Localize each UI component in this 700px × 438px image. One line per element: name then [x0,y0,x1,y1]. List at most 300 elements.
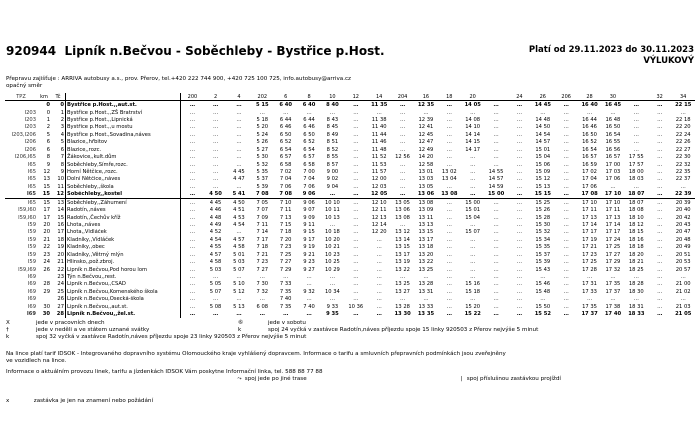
departure-time: … [563,146,569,153]
departure-time: 7 09 [256,214,269,221]
departure-time: … [563,288,569,295]
departure-time: 16 56 [605,146,621,153]
departure-time: … [446,311,452,318]
departure-time: … [493,222,499,228]
departure-time: … [181,139,204,146]
stop-km: 26 [43,266,50,273]
timetable-row [5,168,695,175]
departure-time: … [610,273,616,280]
departure-time: 12 00 [371,176,387,183]
departure-time: … [399,183,406,190]
stop-name: Hlinsko,,pož.zbroj. [66,258,181,265]
departure-time: 18 20 [628,251,644,258]
timetable-row [5,101,695,109]
departure-time: … [586,273,593,280]
departure-time: … [344,191,367,199]
note-other-route: spoj jede po jiné trase [244,376,307,382]
departure-time: … [493,199,499,206]
departure-time: 6 58 [303,161,315,168]
departure-time: 20 51 [675,251,691,258]
departure-time: … [493,251,499,258]
departure-time: … [446,102,452,109]
departure-time: … [563,161,569,168]
departure-time: … [657,109,663,116]
departure-time: 16 46 [582,124,597,131]
departure-time: 7 05 [256,199,269,206]
departure-time: … [493,102,499,109]
departure-time: … [540,109,546,116]
departure-time: 7 25 [279,251,292,258]
stop-name: Soběchleby,,škola [66,183,181,190]
departure-time: … [353,199,359,206]
departure-time: … [657,161,663,168]
departure-time: … [657,251,663,258]
departure-time: … [353,139,359,146]
departure-time: … [633,183,639,190]
departure-time: 18 12 [628,222,644,228]
stop-number: 10 [57,176,64,183]
departure-time: 15 25 [535,199,551,206]
stop-zone: I65 [27,168,36,175]
departure-time: 9 11 [303,222,315,228]
departure-time: 17 25 [582,259,597,266]
departure-time: … [329,273,336,280]
departure-time: 17 14 [605,222,621,228]
departure-time: … [236,273,242,280]
departure-time: … [516,288,523,295]
departure-time: … [181,176,204,183]
departure-time: … [376,273,382,280]
departure-time: … [470,109,476,116]
departure-time: … [181,296,204,303]
departure-time: … [353,288,359,295]
departure-time: … [563,251,569,258]
departure-time: 14 59 [488,183,504,190]
departure-time: 4 49 [209,222,222,228]
trip-number: 206 [555,93,578,101]
departure-time: 21 00 [675,281,691,288]
departure-time: 16 55 [605,139,621,146]
departure-time: … [353,102,359,109]
departure-time: 18 16 [628,236,644,243]
departure-time: … [516,273,523,280]
departure-time: 17 33 [582,288,597,295]
departure-time: … [516,236,523,243]
departure-time: … [212,117,219,124]
departure-time: … [329,222,336,228]
departure-time: … [181,266,204,273]
departure-time: 17 35 [582,303,597,310]
trip-number: 204 [391,93,414,101]
stop-number: 24 [57,281,64,288]
stop-zone: I203 [24,117,36,124]
departure-time: 7 06 [303,183,315,190]
stop-name: Bystřice p.Host.,,u mostu [66,124,181,131]
departure-time: 21 02 [675,288,691,295]
departure-time: 7 07 [256,207,269,214]
departure-time: 13 20 [418,251,434,258]
departure-time: … [657,273,663,280]
departure-time: 8 45 [326,124,339,131]
departure-time: 17 55 [628,154,644,161]
departure-time: … [399,296,406,303]
trip-number: 8 [297,93,320,101]
departure-time: 15 06 [535,161,551,168]
departure-time: 6 52 [279,139,292,146]
departure-time: … [212,311,219,318]
departure-time: … [563,273,569,280]
stop-number: 23 [57,273,64,280]
stop-km: 17 [43,214,50,221]
departure-time: 18 08 [628,207,644,214]
departure-time: 16 54 [605,131,621,138]
departure-time: 8 40 [326,102,339,109]
departure-time: 17 25 [605,244,621,251]
stop-name: Lipník n.Bečvou,Komenského škola [66,288,181,295]
stop-number: 3 [60,124,64,131]
line-title [6,44,385,58]
departure-time: … [353,117,359,124]
departure-time: 15 28 [535,214,551,221]
departure-time: 17 17 [582,229,597,236]
timetable-row [5,176,695,183]
departure-time: 11 44 [371,131,387,138]
stop-number: 22 [57,266,64,273]
departure-time: … [212,154,219,161]
departure-time: … [181,244,204,251]
departure-time: 15 26 [535,207,551,214]
departure-time: 15 39 [535,259,551,266]
departure-time: 9 02 [326,176,339,183]
departure-time: … [633,102,639,109]
departure-time: … [376,303,382,310]
departure-time: 22 26 [675,139,691,146]
departure-time: … [563,176,569,183]
departure-time: … [446,266,452,273]
departure-time: … [586,109,593,116]
departure-time: … [516,146,523,153]
departure-time: … [657,222,663,228]
departure-time: 4 47 [233,176,245,183]
departure-time: 16 45 [604,102,622,109]
departure-time: … [353,183,359,190]
departure-time: 15 12 [535,176,551,183]
timetable-row [5,161,695,168]
stop-zone [5,101,37,109]
departure-time: 14 48 [535,117,551,124]
departure-time: 11 35 [371,102,388,109]
stop-zone: I59 [27,222,36,228]
stop-zone: I203 [24,109,36,116]
departure-time: … [540,273,546,280]
legend [6,320,694,341]
departure-time: … [516,229,523,236]
departure-time: 13 18 [418,244,434,251]
departure-time: … [563,259,569,266]
departure-time: … [516,102,523,109]
departure-time: … [446,303,452,310]
departure-time: 13 17 [395,251,410,258]
departure-time: 6 08 [256,303,269,310]
departure-time: 13 35 [417,311,435,318]
departure-time: 5 08 [209,303,222,310]
departure-time: 7 08 [251,191,274,199]
departure-time: … [470,296,476,303]
departure-time: 7 11 [256,222,269,228]
departure-time: 20 39 [675,199,691,206]
departure-time: 7 21 [256,251,269,258]
note-vehicles: ve vozidlech na lince. [6,358,67,364]
stop-name: Kladníky,,Větrný mlýn [66,251,181,258]
departure-time: 6 50 [279,131,292,138]
stop-name: Lipník n.Bečvou,,ČSAD [66,281,181,288]
trip-number: 18 [438,93,461,101]
departure-time: 18 18 [628,244,644,251]
departure-time: … [446,296,452,303]
departure-time: … [657,288,663,295]
departure-time: … [648,191,671,199]
departure-time: 18 30 [628,288,644,295]
departure-time: 13 12 [395,229,410,236]
departure-time: 12 49 [418,146,434,153]
departure-time: 16 40 [581,102,598,109]
trip-number: 4 [227,93,250,101]
departure-time: 17 28 [582,266,597,273]
departure-time: … [493,281,499,288]
departure-time: … [516,296,523,303]
route-name: Lipník n.Bečvou - Soběchleby - Bystřice p.Host. [64,44,385,58]
departure-time: 15 13 [535,183,551,190]
departure-time: 7 02 [279,168,292,175]
stop-number: 1 [60,109,64,116]
departure-time: 7 18 [256,244,269,251]
departure-time: … [516,124,523,131]
departure-time: 7 18 [279,229,292,236]
departure-time: … [181,168,204,175]
departure-time: 12 56 [395,154,410,161]
departure-time: 14 20 [418,154,434,161]
departure-time: … [181,288,204,295]
timetable-row [5,266,695,273]
departure-time: 5 41 [227,191,250,199]
departure-time: 10 36 [348,303,364,310]
departure-time: 21 03 [675,303,691,310]
departure-time: 13 01 [418,168,434,175]
stop-zone: I206 [24,139,36,146]
departure-time: 5 03 [233,259,245,266]
stop-zone: I59 [27,259,36,266]
departure-time: … [181,310,204,318]
departure-time: 17 06 [582,183,597,190]
departure-time: … [306,109,312,116]
departure-time: … [657,296,663,303]
departure-time: 4 57 [209,251,222,258]
departure-time: … [306,273,312,280]
departure-time: 13 28 [395,303,410,310]
departure-time: 17 27 [605,251,621,258]
carrier-info [6,76,351,90]
departure-time: … [236,183,242,190]
departure-time: 7 04 [303,176,315,183]
stop-km: 22 [43,244,50,251]
departure-time: 18 07 [628,199,644,206]
departure-time: … [516,207,523,214]
departure-time: 7 29 [279,266,292,273]
departure-time: 5 32 [256,161,269,168]
stop-name: Bystřice p.Host.,,ZŠ Bratrství [66,109,181,116]
trip-number [625,93,648,101]
departure-time: 20 53 [675,259,691,266]
departure-time: … [236,102,242,109]
stop-km: 1 [46,117,50,124]
departure-time: … [516,139,523,146]
departure-time: … [376,109,382,116]
departure-time: … [563,207,569,214]
stop-name: Blazice,,rozc. [66,146,181,153]
departure-time: … [446,273,452,280]
departure-time: 20 43 [675,222,691,228]
departure-time: 17 10 [582,199,597,206]
departure-time: 4 58 [209,259,222,266]
departure-time: 15 46 [535,281,551,288]
departure-time: 6 54 [303,146,315,153]
stop-zone: I65 [27,199,36,206]
departure-time: … [353,124,359,131]
departure-time: … [399,102,406,109]
departure-time: 5 24 [256,131,269,138]
stop-number: 26 [57,296,64,303]
departure-time: … [446,124,452,131]
note-pass-through: spoj příslušnou zastávkou projíždí [466,376,561,382]
departure-time: 13 14 [395,236,410,243]
stop-number: 6 [60,146,64,153]
departure-time: 4 48 [209,214,222,221]
departure-time: … [353,259,359,266]
departure-time: … [212,168,219,175]
departure-time: 6 54 [279,146,292,153]
departure-time: … [353,154,359,161]
departure-time: 7 10 [279,199,292,206]
departure-time: 7 17 [256,236,269,243]
departure-time: 17 13 [582,214,597,221]
departure-time: 13 15 [418,229,434,236]
departure-time: 15 37 [535,251,551,258]
departure-time: 15 09 [535,168,551,175]
departure-time: 21 05 [675,311,692,318]
departure-time: … [493,296,499,303]
departure-time: 17 00 [605,161,621,168]
departure-time: … [446,109,452,116]
departure-time: … [353,273,359,280]
departure-time: … [181,109,204,116]
departure-time: 17 37 [581,311,598,318]
departure-time: … [657,183,663,190]
departure-time: … [181,131,204,138]
departure-time: 18 00 [628,168,644,175]
departure-time: … [657,146,663,153]
stop-km: 9 [46,161,50,168]
stop-name: Bystřice p.Host.,,aut.st. [66,101,181,109]
legend-sunday: jede v neděli a ve státem uznané svátky [36,327,150,333]
connection-icon-2: k [6,334,10,340]
timetable-row [5,124,695,131]
timetable-row [5,281,695,288]
departure-time: 9 00 [326,168,339,175]
departure-time: 6 50 [303,131,315,138]
departure-time: 5 30 [256,154,269,161]
departure-time: 11 38 [371,117,387,124]
departure-time: … [470,222,476,228]
departure-time: … [446,281,452,288]
stop-zone: I206 [24,146,36,153]
departure-time: 15 35 [535,244,551,251]
departure-time: … [181,251,204,258]
departure-time: … [493,117,499,124]
departure-time: 4 54 [233,222,245,228]
departure-time: 17 14 [582,222,597,228]
stop-name: Horní Nětčice,,rozc. [66,168,181,175]
departure-time: 17 37 [605,288,621,295]
departure-time: 13 25 [418,266,434,273]
departure-time: 13 11 [418,214,434,221]
departure-time: 13 27 [395,288,410,295]
departure-time: 17 32 [605,266,621,273]
departure-time: … [446,288,452,295]
departure-time: 9 06 [303,199,315,206]
departure-time: 4 50 [233,199,245,206]
departure-time: 7 13 [279,214,292,221]
departure-time: 20 49 [675,244,691,251]
departure-time: … [493,161,499,168]
departure-time: … [470,176,476,183]
departure-time: … [657,311,663,318]
departure-time: … [493,109,499,116]
departure-time: 13 03 [418,176,434,183]
timetable-row [5,244,695,251]
departure-time: 4 53 [233,214,245,221]
departure-time: … [446,183,452,190]
departure-time: 12 58 [418,161,434,168]
departure-time: … [657,117,663,124]
departure-time: … [493,207,499,214]
departure-time: 22 24 [675,131,691,138]
departure-time: 7 14 [256,229,269,236]
departure-time: 14 54 [535,131,551,138]
departure-time: 9 32 [303,288,315,295]
departure-time: … [353,244,359,251]
departure-time: 20 47 [675,229,691,236]
departure-time: 22 20 [675,124,691,131]
departure-time: … [586,296,593,303]
departure-time: … [446,244,452,251]
departure-time: 13 05 [418,183,434,190]
timetable-row [5,296,695,303]
departure-time: … [516,214,523,221]
departure-time: … [259,296,265,303]
line-number: 920944 [6,44,57,58]
departure-time: 4 45 [209,199,222,206]
trip-number: 12 [344,93,367,101]
departure-time: … [680,273,686,280]
saturday-icon: ⑥ [238,320,244,326]
stop-name: Bystřice p.Host.,,Lipnická [66,116,181,123]
departure-time: 12 03 [371,183,387,190]
departure-time: 8 43 [326,117,339,124]
departure-time: … [633,296,639,303]
departure-time: … [563,124,569,131]
tariff-notes [6,351,694,383]
timetable-row [5,116,695,123]
